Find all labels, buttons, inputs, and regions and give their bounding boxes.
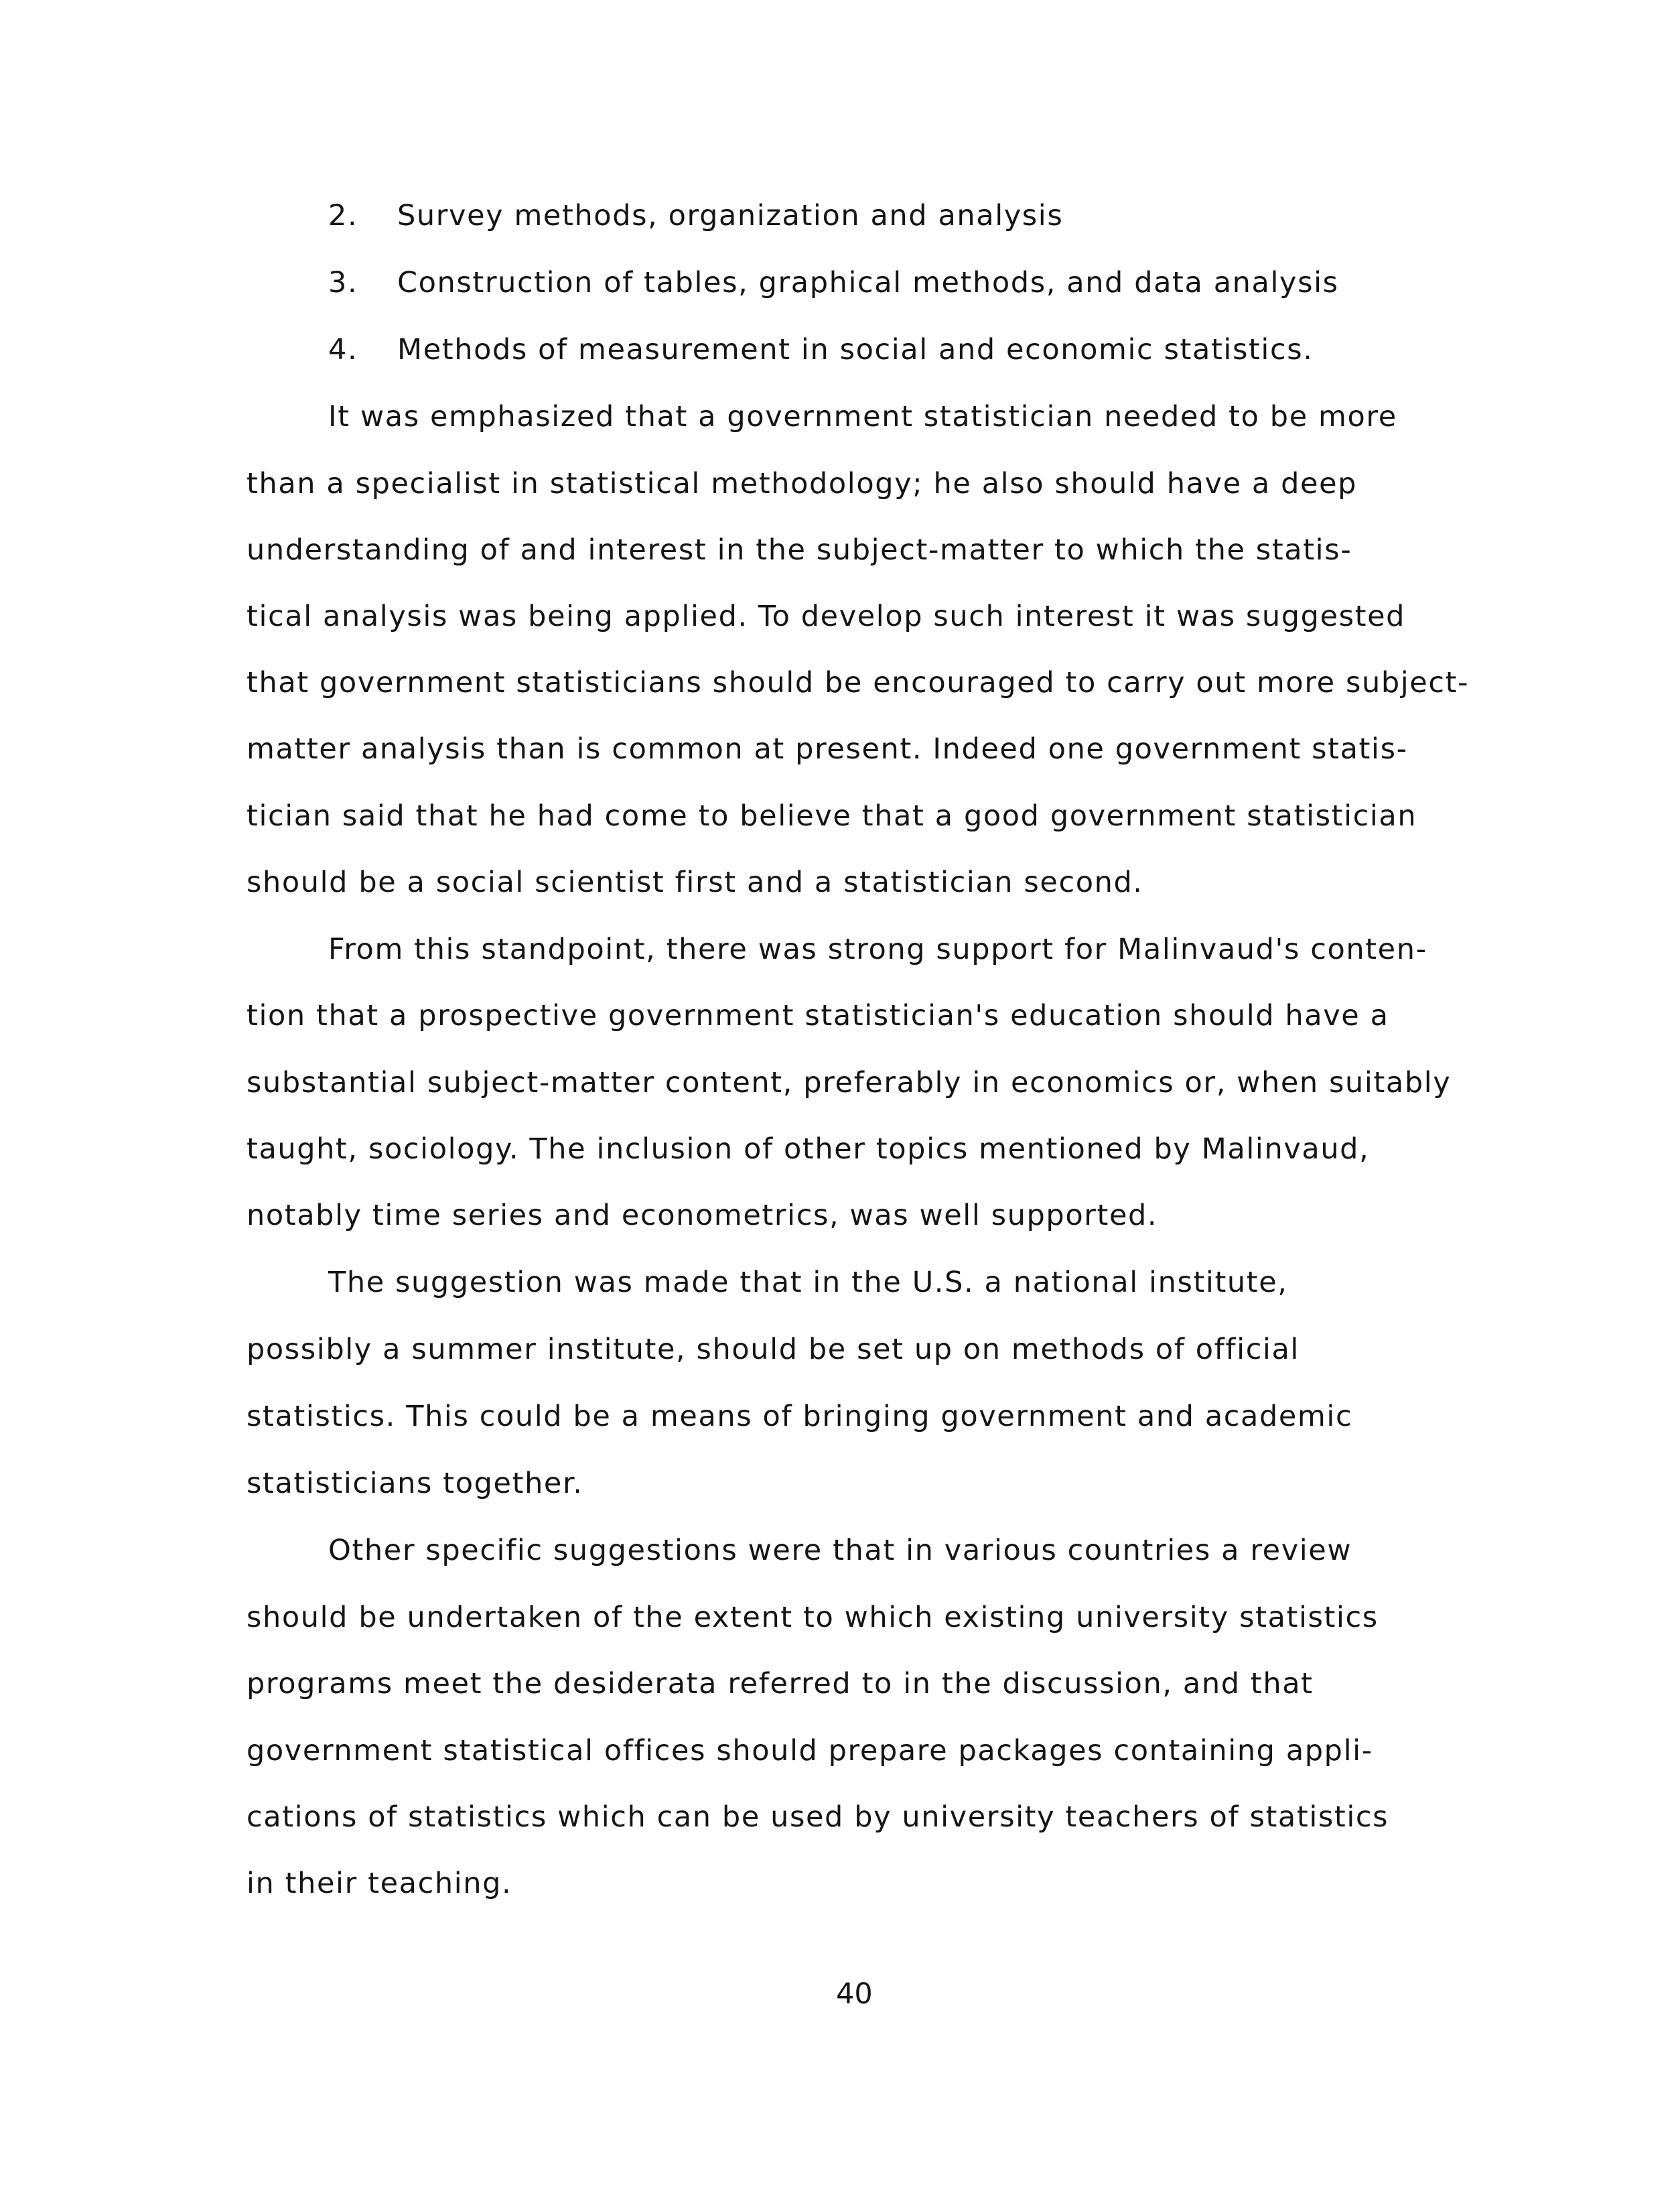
- page-number: 40: [836, 1977, 873, 2011]
- list-item-number: 2.: [328, 199, 358, 232]
- paragraph-line: statisticians together.: [247, 1467, 583, 1500]
- paragraph-line: programs meet the desiderata referred to in the discussion, and that: [247, 1667, 1314, 1701]
- paragraph-line: The suggestion was made that in the U.S. a national institute,: [328, 1266, 1288, 1299]
- paragraph-line: than a specialist in statistical methodology; he also should have a deep: [247, 467, 1358, 501]
- paragraph-line: should be a social scientist first and a statistician second.: [247, 866, 1143, 899]
- paragraph-line: substantial subject-matter content, preferably in economics or, when suitably: [247, 1066, 1452, 1100]
- list-item-text: Survey methods, organization and analysis: [397, 199, 1064, 232]
- paragraph-line: possibly a summer institute, should be set up on methods of official: [247, 1333, 1300, 1366]
- paragraph-line: tion that a prospective government statistician's education should have a: [247, 999, 1389, 1033]
- paragraph-line: statistics. This could be a means of bringing government and academic: [247, 1400, 1353, 1433]
- paragraph-line: Other specific suggestions were that in various countries a review: [328, 1534, 1352, 1567]
- paragraph-line: understanding of and interest in the subject-matter to which the statis-: [247, 533, 1352, 567]
- list-item: [328, 265, 1339, 300]
- paragraph-line: that government statisticians should be encouraged to carry out more subject-: [247, 666, 1470, 700]
- paragraph-line: tical analysis was being applied. To develop such interest it was suggested: [247, 600, 1406, 633]
- paragraph-line: notably time series and econometrics, was well supported.: [247, 1199, 1158, 1232]
- paragraph-line: taught, sociology. The inclusion of other topics mentioned by Malinvaud,: [247, 1132, 1370, 1166]
- list-item: [328, 198, 1063, 233]
- list-item: [328, 332, 1313, 367]
- paragraph-line: tician said that he had come to believe that a good government statistician: [247, 799, 1417, 833]
- paragraph-line: in their teaching.: [247, 1867, 512, 1900]
- paragraph-line: matter analysis than is common at present. Indeed one government statis-: [247, 732, 1408, 766]
- list-item-text: Methods of measurement in social and economic statistics.: [397, 333, 1314, 367]
- list-item-number: 3.: [328, 266, 358, 299]
- paragraph-line: government statistical offices should prepare packages containing appli-: [247, 1734, 1373, 1768]
- paragraph-line: should be undertaken of the extent to which existing university statistics: [247, 1601, 1379, 1634]
- paragraph-line: From this standpoint, there was strong support for Malinvaud's conten-: [328, 933, 1427, 966]
- list-item-number: 4.: [328, 333, 358, 367]
- paragraph-line: cations of statistics which can be used by university teachers of statistics: [247, 1800, 1389, 1834]
- list-item-text: Construction of tables, graphical methods, and data analysis: [397, 266, 1339, 299]
- paragraph-line: It was emphasized that a government statistician needed to be more: [328, 400, 1397, 434]
